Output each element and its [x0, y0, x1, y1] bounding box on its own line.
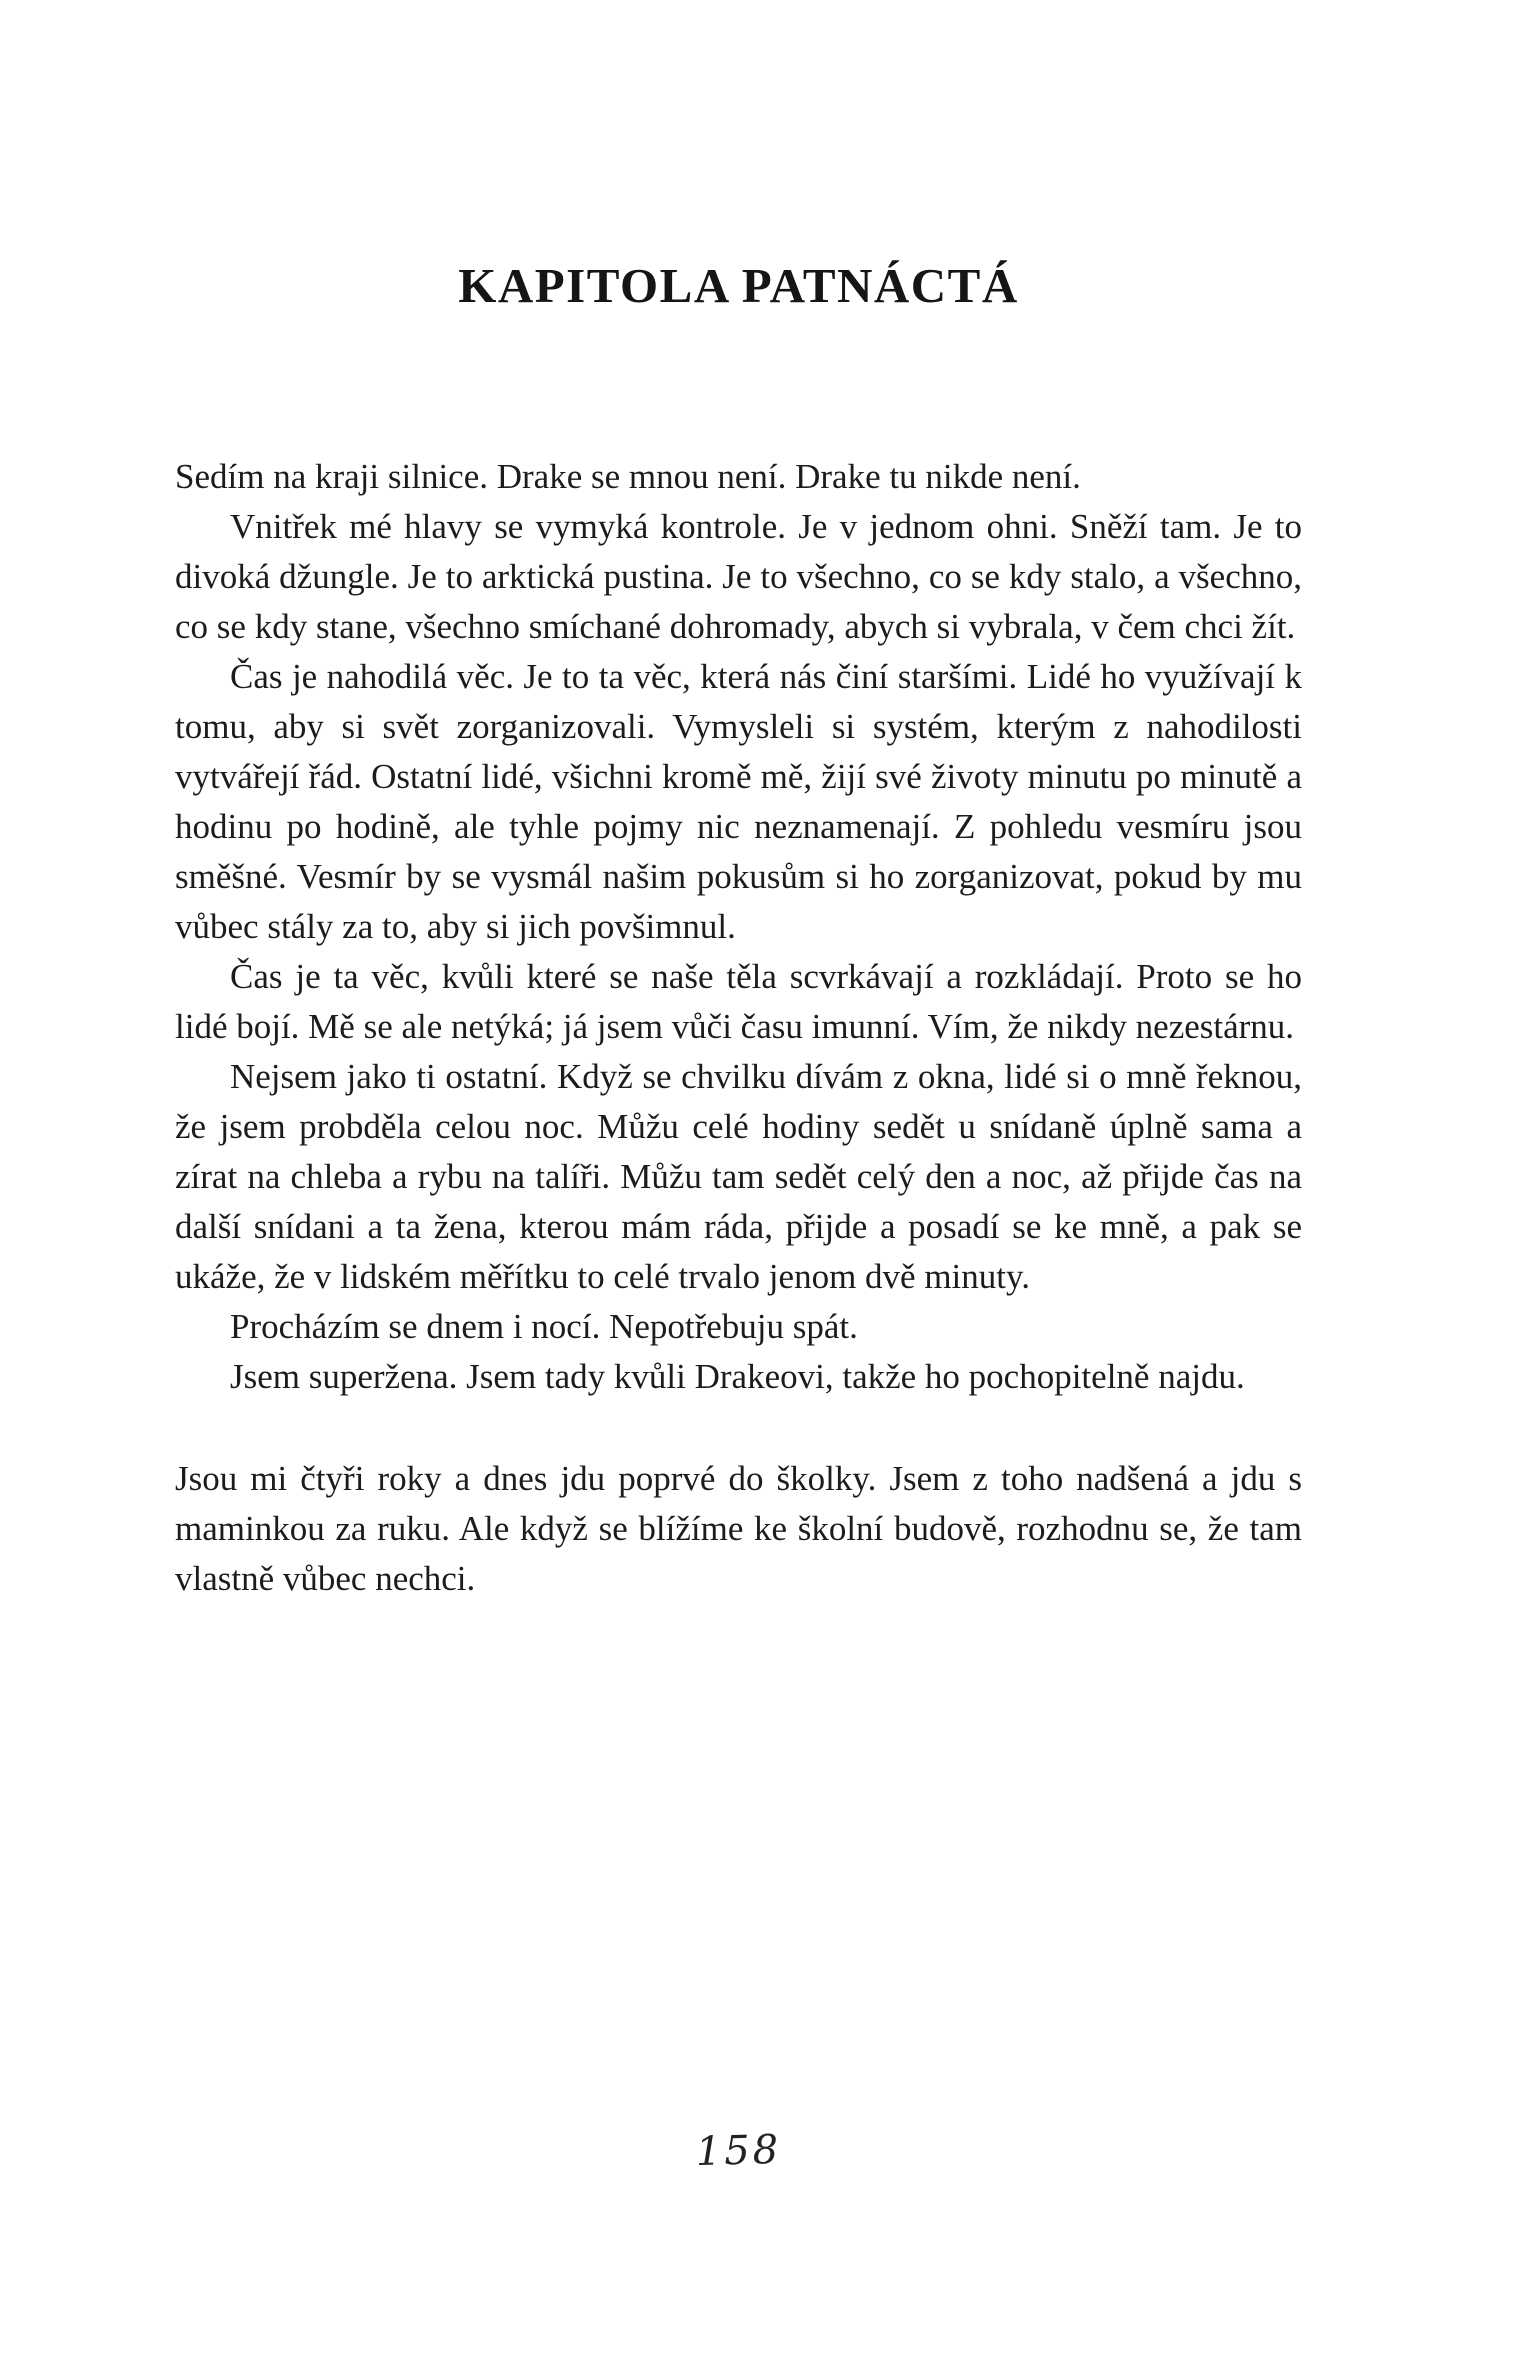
- paragraph: Jsem superžena. Jsem tady kvůli Drakeovi, takže ho pochopitelně najdu.: [230, 1357, 1245, 1396]
- chapter-body: [175, 452, 1302, 1604]
- paragraph: Procházím se dnem i nocí. Nepotřebuju spát.: [230, 1307, 858, 1346]
- paragraph: Sedím na kraji silnice. Drake se mnou není. Drake tu nikde není.: [175, 457, 1081, 496]
- paragraph: Vnitřek mé hlavy se vymyká kontrole. Je v jednom ohni. Sněží tam. Je to divoká džungle. Je to arktická pustina. Je to všechno, co se kdy stalo, a všechno, co se kdy stane, všechno smíchané dohromady, abych si vybrala, v čem chci žít.: [175, 507, 1302, 646]
- page-number: 158: [695, 2126, 782, 2176]
- chapter-title: KAPITOLA PATNÁCTÁ: [458, 258, 1019, 313]
- paragraph: Čas je nahodilá věc. Je to ta věc, která nás činí staršími. Lidé ho využívají k tomu, aby si svět zorganizovali. Vymysleli si systém, kterým z nahodilosti vytvářejí řád. Ostatní lidé, všichni kromě mě, žijí své životy minutu po minutě a hodinu po hodině, ale tyhle pojmy nic neznamenají. Z pohledu vesmíru jsou směšné. Vesmír by se vysmál našim pokusům si ho zorganizovat, pokud by mu vůbec stály za to, aby si jich povšimnul.: [175, 657, 1302, 946]
- paragraph: Jsou mi čtyři roky a dnes jdu poprvé do školky. Jsem z toho nadšená a jdu s maminkou za ruku. Ale když se blížíme ke školní budově, rozhodnu se, že tam vlastně vůbec nechci.: [175, 1459, 1302, 1598]
- paragraph: Nejsem jako ti ostatní. Když se chvilku dívám z okna, lidé si o mně řeknou, že jsem probděla celou noc. Můžu celé hodiny sedět u snídaně úplně sama a zírat na chleba a rybu na talíři. Můžu tam sedět celý den a noc, až přijde čas na další snídani a ta žena, kterou mám ráda, přijde a posadí se ke mně, a pak se ukáže, že v lidském měřítku to celé trvalo jenom dvě minuty.: [175, 1057, 1302, 1296]
- paragraph: Čas je ta věc, kvůli které se naše těla scvrkávají a rozkládají. Proto se ho lidé bojí. Mě se ale netýká; já jsem vůči času imunní. Vím, že nikdy nezestárnu.: [175, 957, 1302, 1046]
